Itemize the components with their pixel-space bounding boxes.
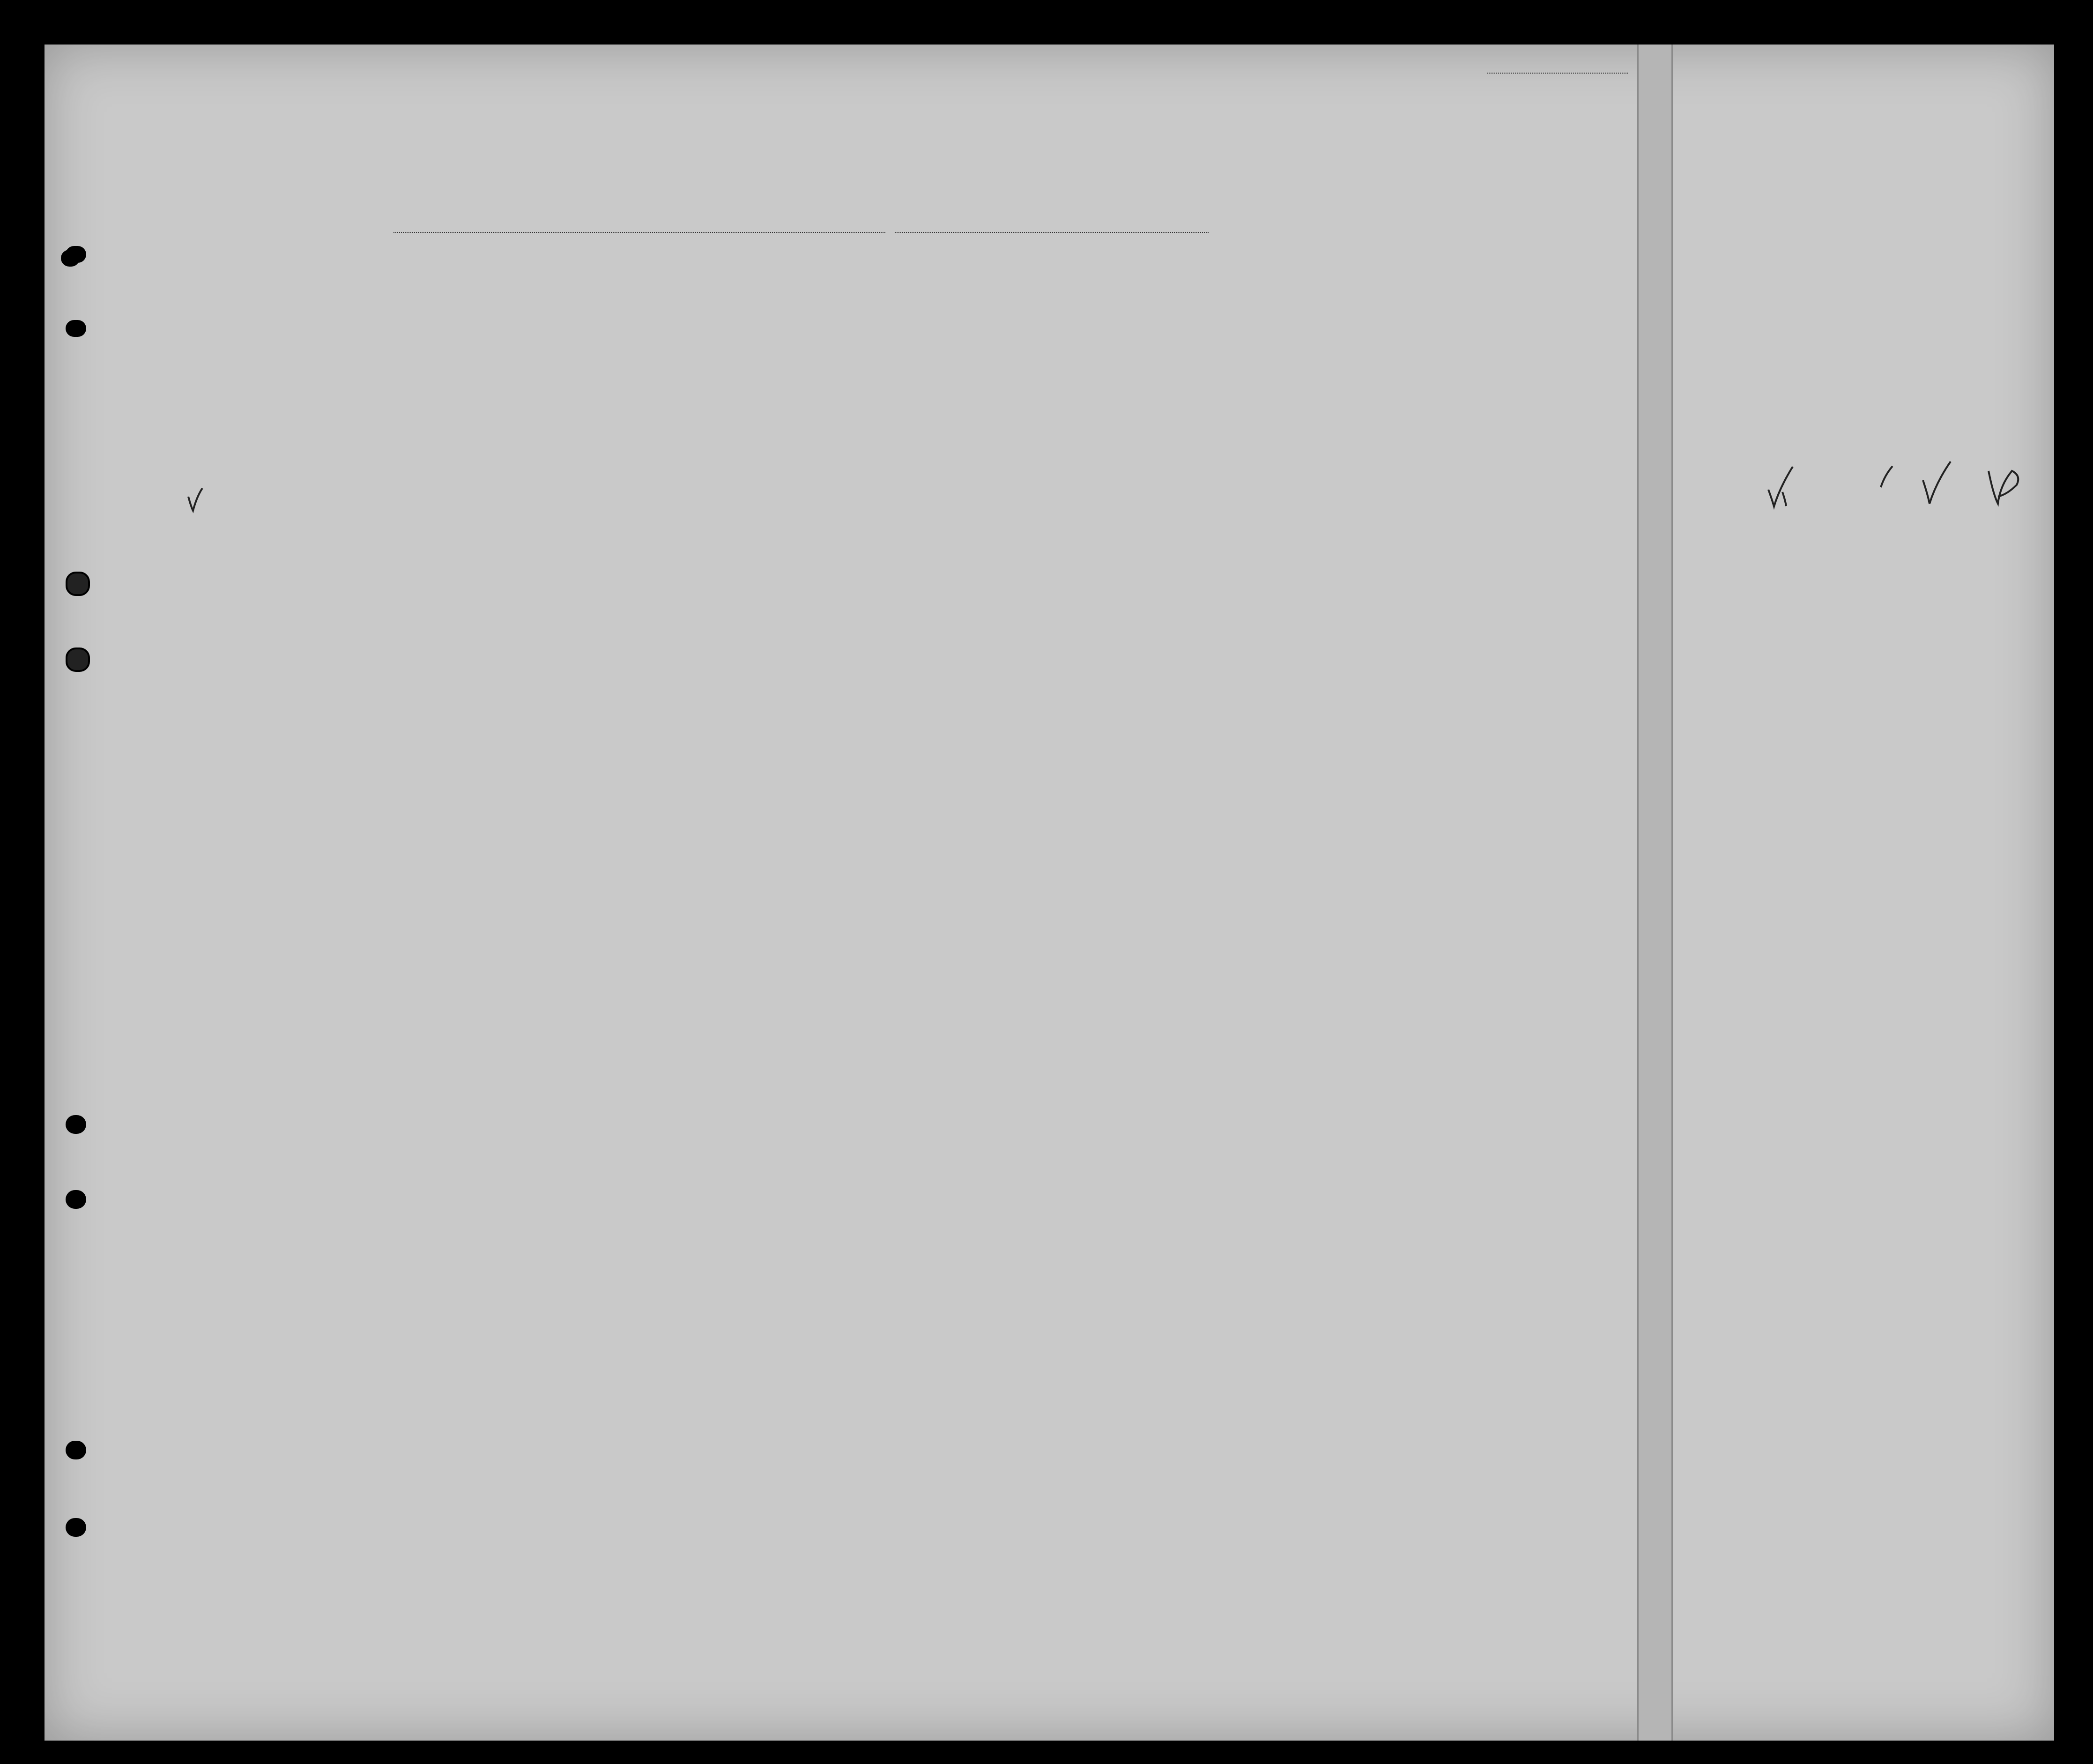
header-prison bbox=[903, 309, 935, 464]
binder-hole bbox=[66, 572, 90, 596]
binder-hole bbox=[66, 648, 90, 672]
header-polygamist bbox=[935, 309, 953, 464]
header-anarchist bbox=[956, 309, 974, 464]
date-line bbox=[895, 232, 1209, 233]
ruled-grid bbox=[45, 45, 2054, 1741]
port-line bbox=[393, 232, 885, 233]
header-advocate bbox=[978, 309, 1032, 464]
header-deported bbox=[1071, 309, 1104, 464]
binder-hole bbox=[66, 1190, 86, 1209]
header-feet bbox=[1232, 410, 1246, 466]
header-purpose-length bbox=[799, 314, 855, 464]
binder-hole bbox=[61, 250, 80, 267]
header-inches bbox=[1253, 410, 1267, 466]
header-contract-labor bbox=[1034, 309, 1067, 464]
list-number-line bbox=[1487, 73, 1628, 74]
binder-hole bbox=[66, 1441, 86, 1459]
header-purpose-citizen bbox=[867, 314, 899, 464]
header-purpose-return bbox=[725, 314, 781, 464]
binder-hole bbox=[66, 1518, 86, 1537]
header-money bbox=[293, 302, 321, 461]
manifest-sheet bbox=[45, 45, 2054, 1741]
header-ticket bbox=[164, 300, 192, 464]
binder-hole bbox=[66, 1115, 86, 1134]
binder-hole bbox=[66, 320, 86, 337]
